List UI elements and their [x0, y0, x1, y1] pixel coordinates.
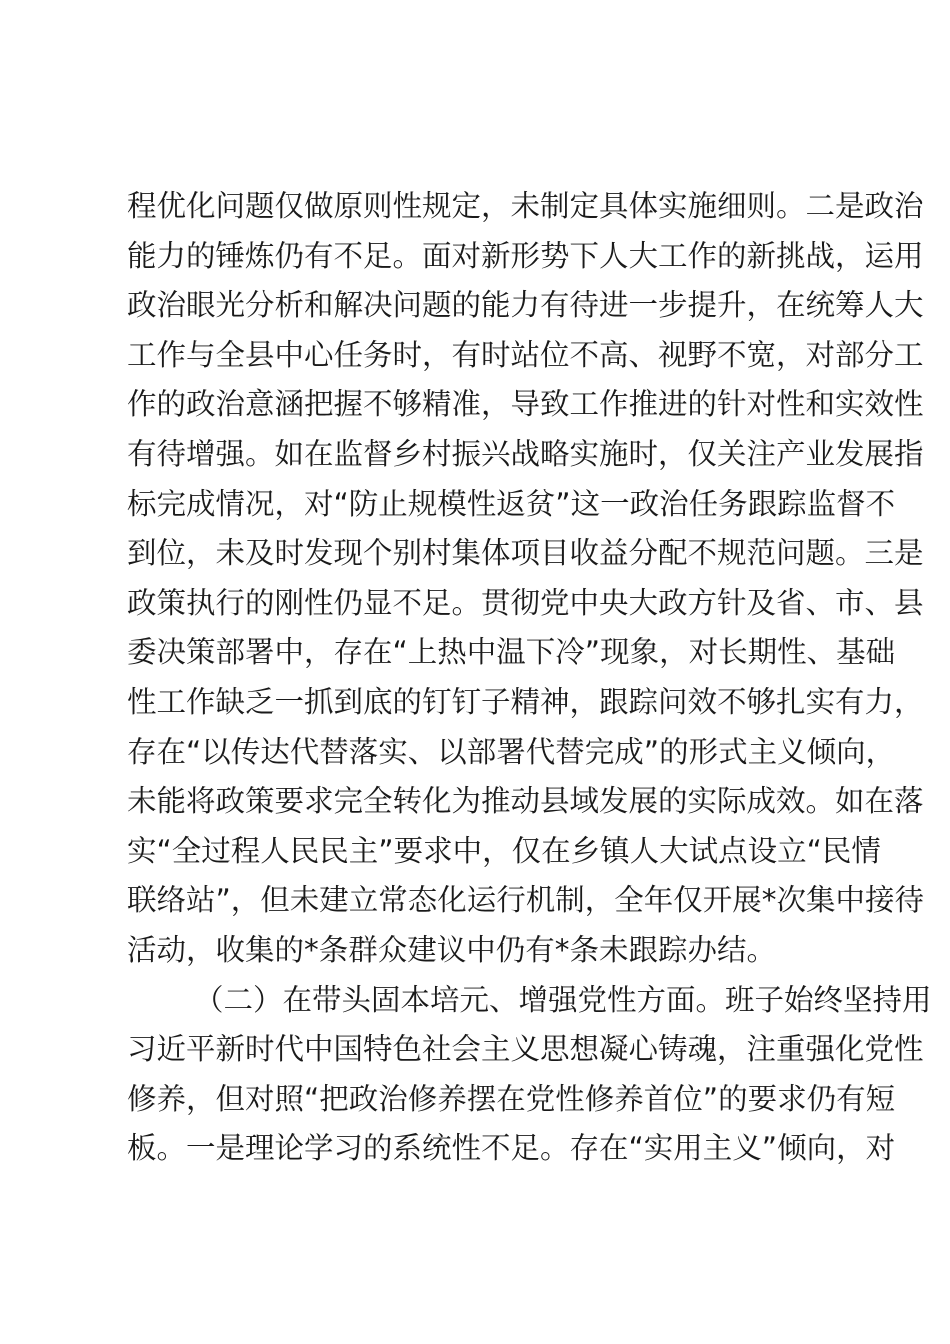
text-line: 板。一是理论学习的系统性不足。存在“实用主义”倾向，对 [127, 1131, 896, 1166]
text-line: 政策执行的刚性仍显不足。贯彻党中央大政方针及省、市、县 [127, 585, 924, 620]
paragraph-1 [127, 182, 925, 976]
text-line: 实“全过程人民民主”要求中，仅在乡镇人大试点设立“民情 [127, 833, 881, 868]
text-line: 联络站”，但未建立常态化运行机制，全年仅开展*次集中接待 [127, 883, 925, 918]
text-line: 到位，未及时发现个别村集体项目收益分配不规范问题。三是 [127, 536, 924, 571]
text-line: 习近平新时代中国特色社会主义思想凝心铸魂，注重强化党性 [127, 1032, 924, 1067]
text-line: 活动，收集的*条群众建议中仍有*条未跟踪办结。 [127, 932, 777, 967]
text-line: 能力的锤炼仍有不足。面对新形势下人大工作的新挑战，运用 [127, 238, 924, 273]
text-line: 工作与全县中心任务时，有时站位不高、视野不宽，对部分工 [127, 337, 924, 372]
document-page [127, 182, 932, 1174]
text-line: 程优化问题仅做原则性规定，未制定具体实施细则。二是政治 [127, 189, 924, 223]
text-line: 标完成情况，对“防止规模性返贫”这一政治任务跟踪监督不 [127, 486, 896, 521]
text-line: 性工作缺乏一抓到底的钉钉子精神，跟踪问效不够扎实有力， [127, 684, 924, 719]
paragraph-2 [127, 976, 932, 1174]
text-line: 委决策部署中，存在“上热中温下冷”现象，对长期性、基础 [127, 635, 896, 670]
text-line: 未能将政策要求完全转化为推动县域发展的实际成效。如在落 [127, 784, 924, 819]
text-line: 存在“以传达代替落实、以部署代替完成”的形式主义倾向， [127, 734, 896, 769]
text-line: 作的政治意涵把握不够精准，导致工作推进的针对性和实效性 [127, 387, 924, 422]
text-line: 有待增强。如在监督乡村振兴战略实施时，仅关注产业发展指 [127, 436, 924, 471]
section-heading-line: （二）在带头固本培元、增强党性方面。班子始终坚持用 [194, 982, 932, 1017]
text-line: 政治眼光分析和解决问题的能力有待进一步提升，在统筹人大 [127, 288, 924, 323]
text-line: 修养，但对照“把政治修养摆在党性修养首位”的要求仍有短 [127, 1081, 896, 1116]
